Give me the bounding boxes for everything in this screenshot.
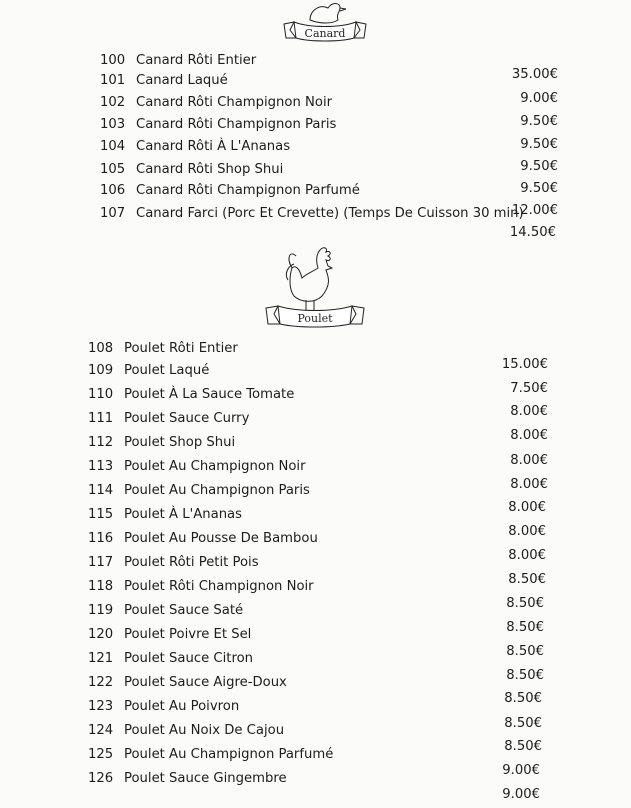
menu-item-price: 9.50€: [520, 181, 558, 196]
poulet-banner: [262, 244, 368, 330]
menu-item: 113 Poulet Au Champignon Noir: [88, 459, 306, 474]
menu-item: 101 Canard Laqué: [100, 73, 228, 88]
menu-item-price: 8.50€: [504, 716, 542, 731]
menu-item: 123 Poulet Au Poivron: [88, 699, 240, 714]
menu-item: 121 Poulet Sauce Citron: [88, 651, 254, 666]
menu-item: 125 Poulet Au Champignon Parfumé: [88, 747, 334, 762]
menu-item-price: 8.50€: [506, 644, 544, 659]
menu-item-price: 8.50€: [508, 572, 546, 587]
menu-item: 106 Canard Rôti Champignon Parfumé: [100, 183, 360, 198]
menu-item-price: 8.00€: [508, 548, 546, 563]
menu-item: 116 Poulet Au Pousse De Bambou: [88, 531, 318, 546]
menu-item-price: 8.50€: [506, 596, 544, 611]
menu-item-price: 9.50€: [520, 114, 558, 129]
menu-item: 108 Poulet Rôti Entier: [88, 341, 238, 356]
menu-item-price: 8.50€: [506, 668, 544, 683]
menu-item-price: 9.00€: [520, 91, 558, 106]
menu-item: 115 Poulet À L'Ananas: [88, 507, 243, 522]
menu-item: 122 Poulet Sauce Aigre-Doux: [88, 675, 287, 690]
menu-item: 124 Poulet Au Noix De Cajou: [88, 723, 285, 738]
menu-item-price: 9.00€: [502, 787, 540, 802]
menu-item: 107 Canard Farci (Porc Et Crevette) (Temps De Cuisson 30 min): [100, 206, 524, 221]
menu-item-price: 8.00€: [510, 428, 548, 443]
menu-item-price: 7.50€: [510, 381, 548, 396]
menu-item-price: 8.00€: [510, 453, 548, 468]
poulet-section-title: Poulet: [297, 312, 333, 325]
menu-item-price: 8.50€: [506, 620, 544, 635]
menu-item-price: 9.00€: [502, 763, 540, 778]
menu-item-price: 8.00€: [510, 477, 548, 492]
menu-item: 114 Poulet Au Champignon Paris: [88, 483, 310, 498]
menu-item: 110 Poulet À La Sauce Tomate: [88, 387, 295, 402]
menu-item: 100 Canard Rôti Entier: [100, 53, 257, 68]
menu-item-price: 8.50€: [504, 739, 542, 754]
menu-item: 112 Poulet Shop Shui: [88, 435, 236, 450]
menu-item-price: 9.50€: [520, 137, 558, 152]
menu-item-price: 12.00€: [511, 203, 558, 218]
menu-item: 126 Poulet Sauce Gingembre: [88, 771, 287, 786]
menu-item-price: 8.00€: [508, 524, 546, 539]
menu-item: 111 Poulet Sauce Curry: [88, 411, 250, 426]
menu-item-price: 8.00€: [508, 500, 546, 515]
menu-item: 104 Canard Rôti À L'Ananas: [100, 139, 291, 154]
menu-item: 109 Poulet Laqué: [88, 363, 210, 378]
menu-item: 120 Poulet Poivre Et Sel: [88, 627, 252, 642]
menu-item-price: 8.50€: [504, 691, 542, 706]
menu-item: 118 Poulet Rôti Champignon Noir: [88, 579, 314, 594]
menu-item: 102 Canard Rôti Champignon Noir: [100, 95, 333, 110]
canard-section-title: Canard: [304, 27, 346, 40]
menu-item-price: 8.00€: [510, 404, 548, 419]
menu-item-price: 9.50€: [520, 159, 558, 174]
menu-item: 105 Canard Rôti Shop Shui: [100, 162, 284, 177]
menu-item-price: 14.50€: [509, 225, 556, 240]
menu-item-price: 35.00€: [511, 67, 558, 82]
menu-item: 119 Poulet Sauce Saté: [88, 603, 244, 618]
canard-banner: [280, 0, 370, 46]
menu-item: 103 Canard Rôti Champignon Paris: [100, 117, 337, 132]
menu-item: 117 Poulet Rôti Petit Pois: [88, 555, 259, 570]
menu-item-price: 15.00€: [501, 357, 548, 372]
